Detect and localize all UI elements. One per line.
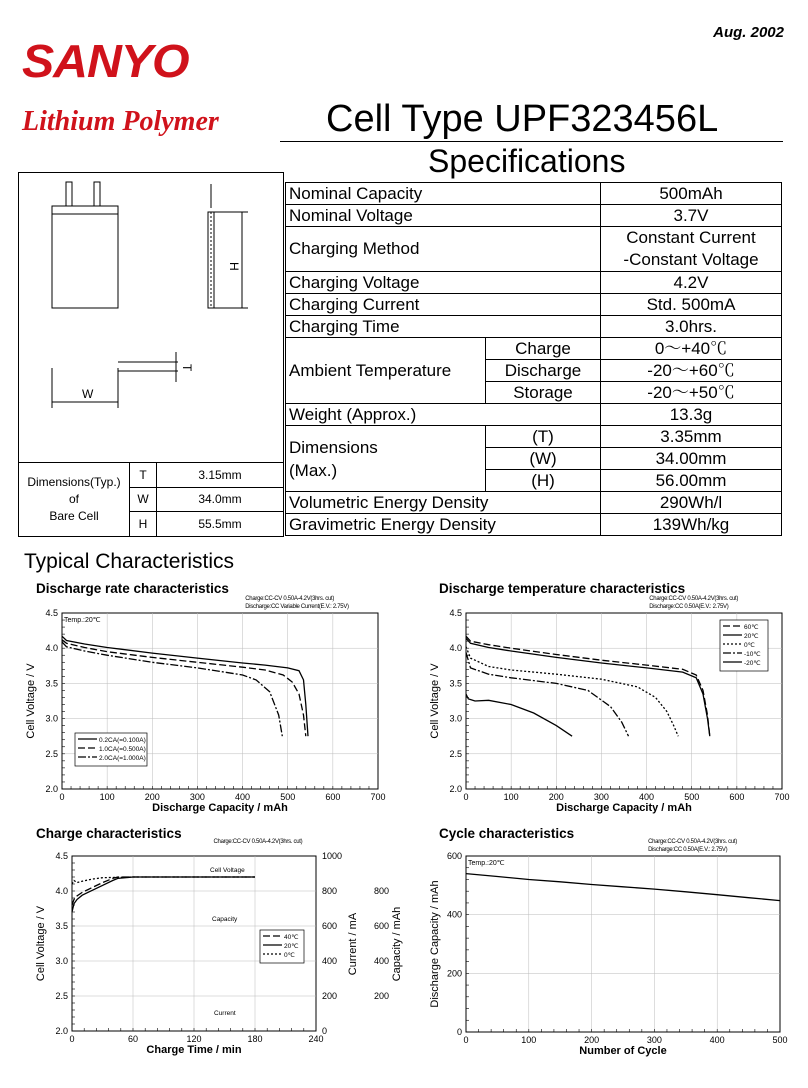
x-tick-label: 0 [59, 792, 65, 802]
label-w: W [82, 387, 94, 401]
y-tick-label: 3.5 [449, 678, 462, 689]
x-tick-label: 0 [463, 792, 469, 802]
legend-label: 20℃ [744, 633, 759, 640]
x-axis-label: Discharge Capacity / mAh [556, 802, 692, 814]
y-tick-label: 4.0 [45, 643, 58, 654]
x-tick-label: 500 [684, 792, 700, 802]
legend-label: 0℃ [744, 642, 755, 649]
right-tick-label: 800 [374, 886, 390, 896]
spec-row: Gravimetric Energy Density 139Wh/kg [286, 514, 782, 536]
conditions-text: Discharge:CC Variable Current(E.V.: 2.75V) [245, 604, 349, 610]
chart-title: Cycle characteristics [439, 826, 575, 841]
chart-title: Discharge temperature characteristics [439, 581, 686, 596]
y-tick-label: 0 [456, 1027, 462, 1037]
right-tick-label: 600 [374, 921, 390, 931]
right-tick-label: 600 [322, 921, 338, 931]
conditions-text: Charge:CC-CV 0.50A-4.2V(3hrs. cut) [648, 839, 737, 845]
y-axis-label: Discharge Capacity / mAh [429, 880, 441, 1008]
bare-cell-axis: H [130, 512, 157, 537]
chart-title: Discharge rate characteristics [36, 581, 229, 596]
x-tick-label: 300 [593, 792, 609, 802]
y-tick-label: 600 [446, 851, 462, 861]
x-tick-label: 0 [463, 1035, 469, 1045]
discharge-temperature-chart [404, 590, 808, 820]
y-tick-label: 3.5 [55, 921, 68, 931]
x-tick-label: 200 [584, 1035, 600, 1045]
x-tick-label: 240 [308, 1034, 324, 1044]
spec-row: Charging Method Constant Current -Constant Voltage [286, 227, 782, 272]
spec-row: Dimensions (Max.) (T) 3.35mm [286, 426, 782, 448]
spec-row: Charging Voltage 4.2V [286, 272, 782, 294]
tab-right [94, 182, 100, 206]
x-tick-label: 700 [774, 792, 790, 802]
sanyo-logo: SANYO [22, 35, 189, 87]
bare-cell-axis: T [130, 463, 157, 488]
y-axis-label: Cell Voltage / V [35, 905, 47, 982]
right-tick-label: 200 [374, 991, 390, 1001]
right-tick-label: 400 [322, 956, 338, 966]
legend-label: -20℃ [744, 660, 761, 667]
spec-row: Discharge -20～+60℃ [286, 360, 782, 382]
legend-label: 0℃ [284, 952, 295, 959]
x-tick-label: 200 [548, 792, 564, 802]
bare-cell-value: 34.0mm [157, 487, 284, 512]
legend-label: 1.0CA(=0.500A) [99, 746, 146, 753]
spec-row: Nominal Capacity 500mAh [286, 183, 782, 205]
y-tick-label: 4.5 [55, 851, 68, 861]
legend-label: 0.2CA(=0.100A) [99, 737, 146, 744]
temperature-note: Temp.:20℃ [64, 617, 101, 624]
legend-label: 60℃ [744, 624, 759, 631]
temperature-note: Temp.:20℃ [468, 860, 505, 867]
spec-row: (H) 56.00mm [286, 470, 782, 492]
x-tick-label: 100 [503, 792, 519, 802]
label-h: H [227, 262, 241, 271]
typical-characteristics-title: Typical Characteristics [24, 550, 235, 573]
x-tick-label: 120 [186, 1034, 202, 1044]
spec-row: Charging Current Std. 500mA [286, 294, 782, 316]
y-tick-label: 3.0 [55, 956, 68, 966]
annotation-text: Cell Voltage [210, 867, 245, 874]
x-tick-label: 400 [639, 792, 655, 802]
annotation-text: Capacity [212, 916, 238, 923]
label-t: T [180, 364, 194, 372]
right-tick-label: 1000 [322, 851, 343, 861]
x-tick-label: 300 [189, 792, 205, 802]
x-tick-label: 400 [235, 792, 251, 802]
chart-title: Charge characteristics [36, 826, 182, 841]
conditions-text: Charge:CC-CV 0.50A-4.2V(3hrs. cut) [213, 839, 303, 845]
x-tick-label: 180 [247, 1034, 263, 1044]
y-tick-label: 3.0 [449, 713, 462, 724]
x-tick-label: 400 [709, 1035, 725, 1045]
y-tick-label: 2.5 [45, 748, 58, 759]
tab-left [66, 182, 72, 206]
x-tick-label: 700 [370, 792, 386, 802]
y-tick-label: 3.0 [45, 713, 58, 724]
spec-row: Charging Time 3.0hrs. [286, 316, 782, 338]
lithium-polymer-logo: Lithium Polymer [22, 106, 219, 137]
y-tick-label: 4.0 [449, 643, 462, 654]
y-tick-label: 4.5 [45, 608, 58, 618]
cycle-chart [404, 836, 808, 1088]
spec-row: Weight (Approx.) 13.3g [286, 404, 782, 426]
y-tick-label: 2.0 [45, 784, 58, 794]
header-rule [280, 141, 783, 142]
specifications-title: Specifications [428, 143, 626, 179]
x-tick-label: 300 [646, 1035, 662, 1045]
conditions-text: Discharge:CC 0.50A(E.V.: 2.75V) [649, 604, 729, 610]
x-tick-label: 500 [280, 792, 296, 802]
cell-drawing [18, 172, 284, 462]
x-axis-label: Number of Cycle [579, 1045, 667, 1057]
y-axis-label: Cell Voltage / V [429, 663, 441, 739]
conditions-text: Charge:CC-CV 0.50A-4.2V(3hrs. cut) [649, 596, 739, 602]
x-tick-label: 600 [325, 792, 341, 802]
bare-cell-value: 55.5mm [157, 512, 284, 537]
spec-row: (W) 34.00mm [286, 448, 782, 470]
bare-cell-dimensions-table [18, 462, 284, 537]
y-tick-label: 2.5 [449, 748, 462, 759]
y-tick-label: 4.0 [55, 886, 68, 896]
annotation-text: Current [214, 1010, 236, 1017]
specifications-table [285, 182, 782, 536]
legend-label: 2.0CA(=1.000A) [99, 755, 146, 762]
bare-cell-label: Dimensions(Typ.) of Bare Cell [19, 463, 130, 537]
x-tick-label: 60 [127, 1034, 139, 1044]
legend-label: 40℃ [284, 934, 299, 941]
x-axis-label: Discharge Capacity / mAh [152, 802, 288, 814]
bare-cell-value: 3.15mm [157, 463, 284, 488]
cell-type-title: Cell Type UPF323456L [326, 98, 719, 140]
charge-chart [0, 836, 404, 1088]
y-tick-label: 2.0 [55, 1026, 68, 1036]
x-tick-label: 100 [521, 1035, 537, 1045]
spec-row: Nominal Voltage 3.7V [286, 205, 782, 227]
x-tick-label: 100 [99, 792, 115, 802]
x-tick-label: 0 [69, 1034, 75, 1044]
y-axis-label: Cell Voltage / V [25, 663, 37, 739]
right-tick-label: 400 [374, 956, 390, 966]
bare-cell-axis: W [130, 487, 157, 512]
y-tick-label: 2.5 [55, 991, 68, 1001]
right-axis-label: Current / mA [347, 912, 359, 976]
y-tick-label: 4.5 [449, 608, 462, 618]
x-tick-label: 200 [144, 792, 160, 802]
x-tick-label: 500 [772, 1035, 788, 1045]
y-tick-label: 2.0 [449, 784, 462, 794]
y-tick-label: 400 [446, 909, 462, 920]
x-tick-label: 600 [729, 792, 745, 802]
right-tick-label: 0 [322, 1026, 328, 1036]
right-axis-label: Capacity / mAh [391, 906, 403, 982]
x-axis-label: Charge Time / min [146, 1044, 242, 1056]
document-date: Aug. 2002 [713, 24, 784, 41]
discharge-rate-chart [0, 590, 404, 820]
right-tick-label: 200 [322, 991, 338, 1001]
right-tick-label: 800 [322, 886, 338, 896]
legend-label: 20℃ [284, 943, 299, 950]
y-tick-label: 3.5 [45, 678, 58, 689]
plot-frame [466, 856, 780, 1032]
legend-label: -10℃ [744, 651, 761, 658]
spec-row: Ambient Temperature Charge 0～+40℃ [286, 338, 782, 360]
spec-row: Volumetric Energy Density 290Wh/l [286, 492, 782, 514]
conditions-text: Charge:CC-CV 0.50A-4.2V(3hrs. cut) [245, 596, 335, 602]
y-tick-label: 200 [446, 968, 462, 979]
conditions-text: Discharge:CC 0.50A(E.V.: 2.75V) [648, 847, 728, 853]
cell-body [52, 206, 118, 308]
spec-row: Storage -20～+50℃ [286, 382, 782, 404]
